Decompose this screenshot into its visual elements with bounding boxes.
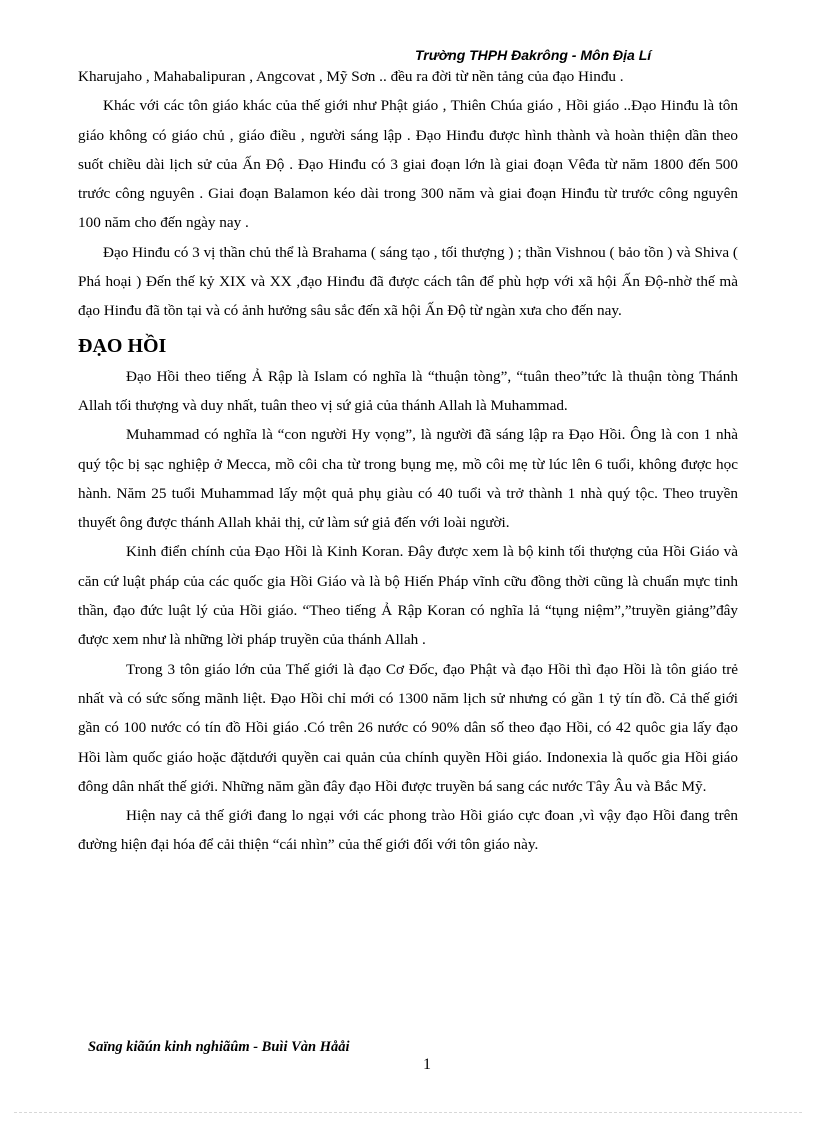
- paragraph-hindu-temples: Kharujaho , Mahabalipuran , Angcovat , Mỹ Sơn .. đều ra đời từ nền tảng của đạo Hinđu .: [78, 68, 624, 85]
- paragraph-koran: Kinh điển chính của Đạo Hồi là Kinh Koran. Đây được xem là bộ kinh tối thượng của Hồi Giáo và căn cứ luật pháp của các quốc gia Hồi Giáo và là bộ Hiến Pháp vĩnh cữu đồng thời cũng là chuẩn mực tinh thần, đạo đức luật lý của Hồi giáo. “Theo tiếng Ả Rập Koran có nghĩa lả “tụng niệm”,”truyền giảng”đây được xem như là những lời pháp truyền của thánh Allah .: [78, 543, 738, 649]
- document-body: [78, 62, 738, 860]
- paragraph-muhammad: Muhammad có nghĩa là “con người Hy vọng”, là người đã sáng lập ra Đạo Hồi. Ông là con 1 nhà quý tộc bị sạc nghiệp ở Mecca, mồ côi cha từ trong bụng mẹ, mồ côi mẹ từ lúc lên 6 tuổi, không được học hành. Năm 25 tuổi Muhammad lấy một quả phụ giàu có 40 tuổi và trở thành 1 nhà quý tộc. Theo truyền thuyết ông được thánh Allah khải thị, cử làm sứ giả đến với loài người.: [78, 426, 738, 532]
- paragraph-islam-meaning: Đạo Hồi theo tiếng Ả Rập là Islam có nghĩa là “thuận tòng”, “tuân theo”tức là thuận tòng Thánh Allah tối thượng và duy nhất, tuân theo vị sứ giả của thánh Allah là Muhammad.: [78, 367, 738, 414]
- paragraph-islam-growth: Trong 3 tôn giáo lớn của Thế giới là đạo Cơ Đốc, đạo Phật và đạo Hồi thì đạo Hồi là tôn giáo trẻ nhất và có sức sống mãnh liệt. Đạo Hồi chỉ mới có 1300 năm lịch sử nhưng có gần 1 tỷ tín đồ. Cả thế giới gần có 100 nước có tín đồ Hồi giáo .Có trên 26 nước có 90% dân số theo đạo Hồi, có 42 quôc gia lấy đạo Hồi làm quốc giáo hoặc đặtdưới quyền cai quản của chính quyền Hồi giáo. Indonexia là quốc gia Hồi giáo đông dân nhất thế giới. Những năm gần đây đạo Hồi được truyền bá sang các nước Tây Âu và Bắc Mỹ.: [78, 660, 738, 795]
- paragraph-hindu-origin: Khác với các tôn giáo khác của thế giới như Phật giáo , Thiên Chúa giáo , Hồi giáo ..Đạo Hinđu là tôn giáo không có giáo chủ , giáo điều , người sáng lập . Đạo Hinđu được hình thành và hoàn thiện dần theo suốt chiều dài lịch sử của Ấn Độ . Đạo Hinđu có 3 giai đoạn lớn là giai đoạn Vêđa từ năm 1800 đến 500 trước công nguyên . Giai đoạn Balamon kéo dài trong 300 năm và giai đoạn Hinđu từ trước công nguyên 100 năm cho đến ngày nay .: [78, 97, 738, 232]
- page-number: 1: [423, 1056, 431, 1073]
- section-heading-islam: ĐẠO HỒI: [78, 334, 167, 357]
- paragraph-hindu-gods: Đạo Hinđu có 3 vị thần chủ thể là Brahama ( sáng tạo , tối thượng ) ; thần Vishnou ( bảo tồn ) và Shiva ( Phá hoại ) Đến thế kỷ XIX và XX ,đạo Hinđu đã được cách tân để phù hợp với xã hội Ấn Độ-nhờ thế mà đạo Hinđu đã tồn tại và có ảnh hưởng sâu sắc đến xã hội Ấn Độ từ ngàn xưa cho đến nay.: [78, 243, 738, 320]
- page-bottom-divider: [14, 1112, 802, 1113]
- paragraph-islam-modern: Hiện nay cả thế giới đang lo ngại với các phong trào Hồi giáo cực đoan ,vì vậy đạo Hồi đang trên đường hiện đại hóa để cải thiện “cái nhìn” của thế giới đối với tôn giáo này.: [78, 807, 738, 854]
- page-header: Trường THPH Đakrông - Môn Địa Lí: [415, 47, 652, 63]
- footer-author: Saïng kiãún kinh nghiãûm - Buìi Vàn Hååi: [88, 1039, 350, 1055]
